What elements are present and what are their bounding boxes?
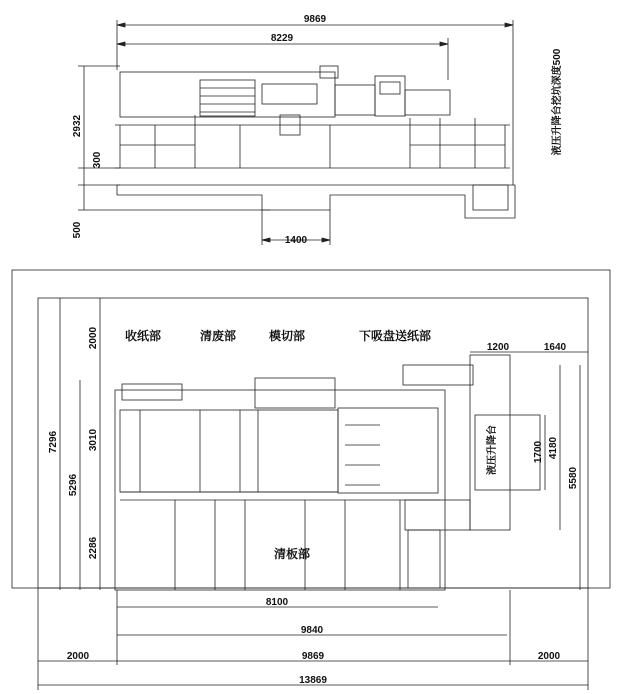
label-die-cutting: 模切部 (268, 329, 306, 343)
dim-pit-width-text: 1400 (284, 235, 308, 246)
upper-section (120, 410, 338, 492)
label-delivery: 收纸部 (124, 329, 162, 343)
dim-2286: 2286 (88, 536, 99, 560)
dim-8100: 8100 (265, 597, 289, 608)
lift-platform (475, 415, 540, 490)
dim-9869: 9869 (301, 651, 325, 662)
dim-machine-text: 8229 (270, 33, 294, 44)
label-blanking: 清板部 (273, 547, 311, 561)
dim-1700: 1700 (533, 440, 544, 464)
dim-7296: 7296 (48, 430, 59, 454)
label-stripping: 清废部 (199, 329, 237, 343)
dim-side-left: 2000 (66, 651, 90, 662)
dim-pit-depth-text: 500 (72, 221, 83, 239)
foundation-pit (117, 185, 515, 218)
label-lift: 液压升降台 (487, 425, 498, 475)
dim-top-space: 2000 (88, 326, 99, 350)
label-feeder: 下吸盘送纸部 (358, 329, 432, 343)
dim-4180: 4180 (548, 436, 559, 460)
dim-overall-text: 9869 (303, 14, 327, 25)
pit-note: 液压升降台挖坑深度500 (552, 48, 563, 156)
dim-9840: 9840 (300, 625, 324, 636)
dim-13869: 13869 (299, 675, 327, 686)
dim-height-text: 2932 (72, 114, 83, 138)
plan-view (12, 270, 610, 690)
dim-platform-text: 300 (92, 151, 103, 169)
room-outline (12, 270, 610, 588)
dim-1200: 1200 (486, 342, 510, 353)
machine-body-main (120, 72, 335, 117)
dim-3010: 3010 (88, 428, 99, 452)
dim-1640: 1640 (543, 342, 567, 353)
dim-5296: 5296 (68, 473, 79, 497)
elevation-view (72, 14, 563, 246)
feeder-plan (338, 408, 438, 493)
dim-5580: 5580 (568, 466, 579, 490)
feeder-section (335, 85, 375, 115)
dim-side-right: 2000 (537, 651, 561, 662)
